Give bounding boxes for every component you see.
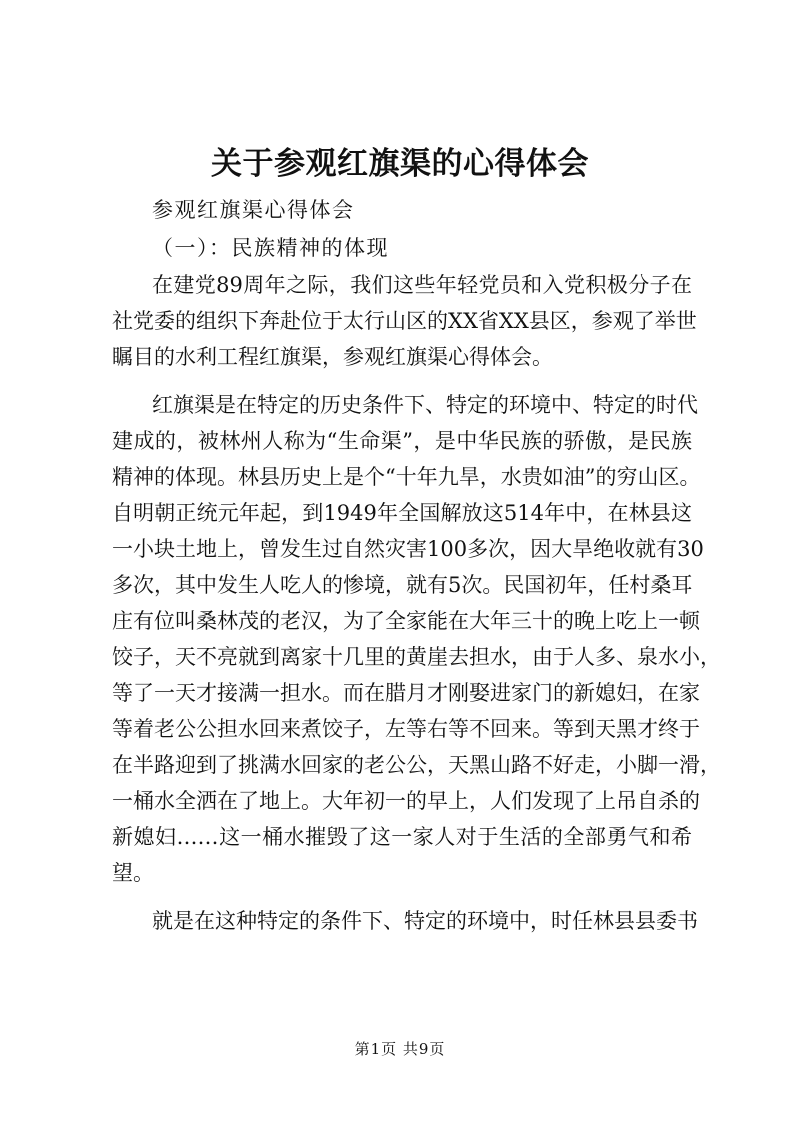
body-line: 精神的体现。林县历史上是个“十年九旱，水贵如油”的穷山区。 — [112, 465, 701, 489]
page-number: 第1页 共9页 — [354, 1040, 446, 1058]
body-line: 新媳妇……这一桶水摧毁了这一家人对于生活的全部勇气和希 — [112, 825, 692, 849]
body-line: 一小块土地上，曾发生过自然灾害100多次，因大旱绝收就有30 — [112, 537, 704, 561]
body-line: 自明朝正统元年起，到1949年全国解放这514年中，在林县这 — [112, 501, 692, 525]
section-heading: （一）：民族精神的体现 — [152, 236, 389, 260]
body-line: 在建党89周年之际，我们这些年轻党员和入党积极分子在 — [152, 273, 692, 297]
body-line: 等了一天才接满一担水。而在腊月才刚娶进家门的新媳妇，在家 — [112, 681, 700, 705]
body-line: 等着老公公担水回来煮饺子，左等右等不回来。等到天黑才终于 — [112, 717, 700, 741]
body-line: 在半路迎到了挑满水回家的老公公，天黑山路不好走，小脚一滑， — [112, 753, 721, 777]
body-line: 建成的，被林州人称为“生命渠”，是中华民族的骄傲，是民族 — [112, 429, 692, 453]
body-line: 瞩目的水利工程红旗渠，参观红旗渠心得体会。 — [112, 345, 553, 369]
body-line: 就是在这种特定的条件下、特定的环境中，时任林县县委书 — [152, 909, 698, 933]
body-line: 庄有位叫桑林茂的老汉，为了全家能在大年三十的晚上吃上一顿 — [112, 609, 700, 633]
body-line: 望。 — [112, 861, 154, 885]
body-line: 一桶水全洒在了地上。大年初一的早上，人们发现了上吊自杀的 — [112, 789, 700, 813]
body-line: 红旗渠是在特定的历史条件下、特定的环境中、特定的时代 — [152, 393, 698, 417]
document-title: 关于参观红旗渠的心得体会 — [211, 146, 589, 182]
document-subtitle: 参观红旗渠心得体会 — [152, 198, 355, 222]
body-line: 饺子，天不亮就到离家十几里的黄崖去担水，由于人多、泉水小， — [112, 645, 721, 669]
body-line: 多次，其中发生人吃人的惨境，就有5次。民国初年，任村桑耳 — [112, 573, 693, 597]
body-line: 社党委的组织下奔赴位于太行山区的XX省XX县区，参观了举世 — [112, 309, 697, 333]
